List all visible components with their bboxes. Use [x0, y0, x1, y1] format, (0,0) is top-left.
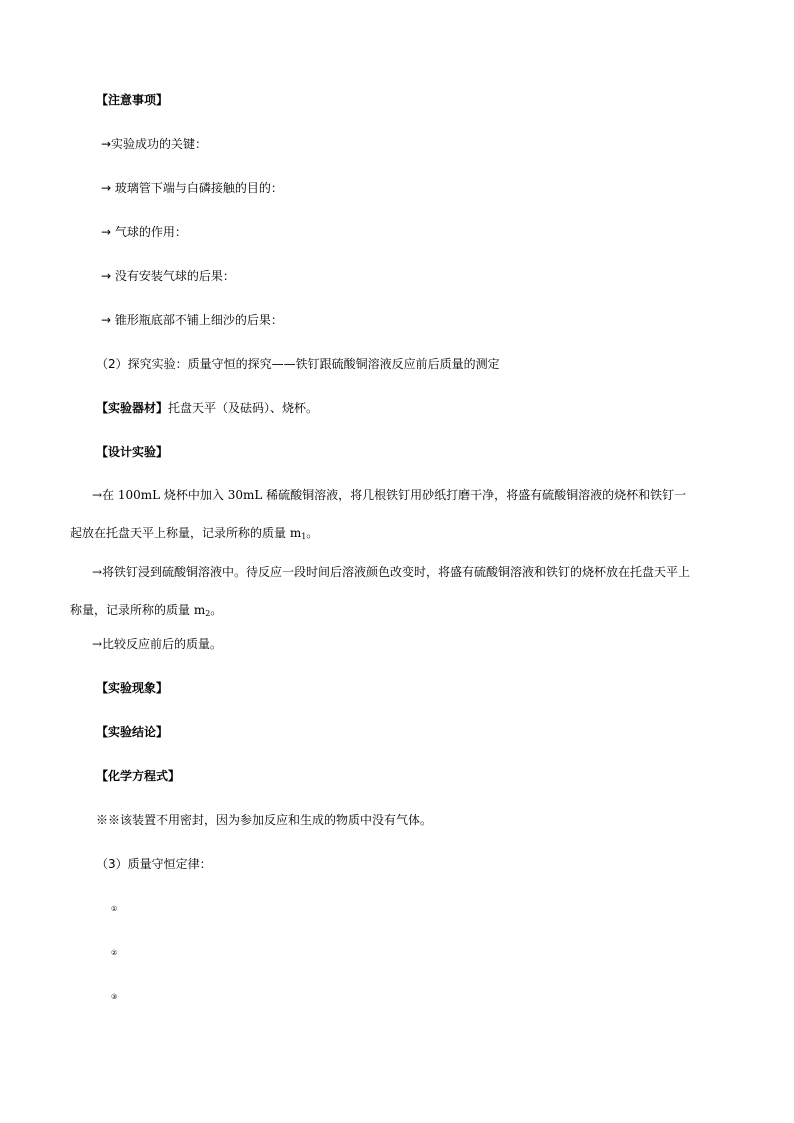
materials-heading: 【实验器材】 [96, 401, 169, 415]
design-step-3: →比较反应前后的质量。 [92, 637, 223, 651]
phenomenon-heading: 【实验现象】 [96, 681, 169, 695]
law-item-1-marker: ① [111, 905, 118, 913]
note-item-balloon-function: → 气球的作用： [101, 225, 187, 239]
design-step-1-text: →在 100mL 烧杯中加入 30mL 稀硫酸铜溶液，将几根铁钉用砂纸打磨干净，将盛有硫酸铜溶液的烧杯和铁钉一起放在托盘天平上称量，记录所称的质量 m [70, 488, 687, 540]
materials-line [96, 401, 318, 415]
law-item-2 [111, 946, 117, 960]
design-step-2-text: →将铁钉浸到硫酸铜溶液中。待反应一段时间后溶液颜色改变时，将盛有硫酸铜溶液和铁钉的烧杯放在托盘天平上称量，记录所称的质量 m [70, 565, 691, 617]
law-item-1 [111, 902, 117, 916]
law-title: （3）质量守恒定律： [96, 857, 212, 871]
law-item-2-marker: ② [111, 949, 118, 957]
design-step-1 [70, 476, 698, 552]
note-item-key-to-success: →实验成功的关键： [101, 137, 208, 151]
notes-heading: 【注意事项】 [96, 93, 169, 107]
design-step-1-subscript: 1 [301, 532, 307, 541]
design-heading: 【设计实验】 [96, 445, 169, 459]
design-step-2-subscript: 2 [205, 609, 211, 618]
law-item-3-marker: ③ [111, 993, 118, 1001]
note-item-no-balloon-consequence: → 没有安装气球的后果： [101, 269, 235, 283]
experiment2-title: （2）探究实验：质量守恒的探究——铁钉跟硫酸铜溶液反应前后质量的测定 [96, 357, 500, 371]
remark-text: ※※该装置不用密封，因为参加反应和生成的物质中没有气体。 [96, 813, 433, 827]
law-item-3 [111, 990, 117, 1004]
conclusion-heading: 【实验结论】 [96, 725, 169, 739]
note-item-no-sand-consequence: → 锥形瓶底部不铺上细沙的后果： [101, 313, 283, 327]
note-item-glass-tube-purpose: → 玻璃管下端与白磷接触的目的： [101, 181, 283, 195]
design-step-1-end: 。 [306, 526, 319, 540]
design-step-2-end: 。 [210, 603, 223, 617]
design-step-2 [70, 553, 698, 629]
equation-heading: 【化学方程式】 [96, 769, 181, 783]
materials-text: 托盘天平（及砝码）、烧杯。 [168, 401, 319, 415]
